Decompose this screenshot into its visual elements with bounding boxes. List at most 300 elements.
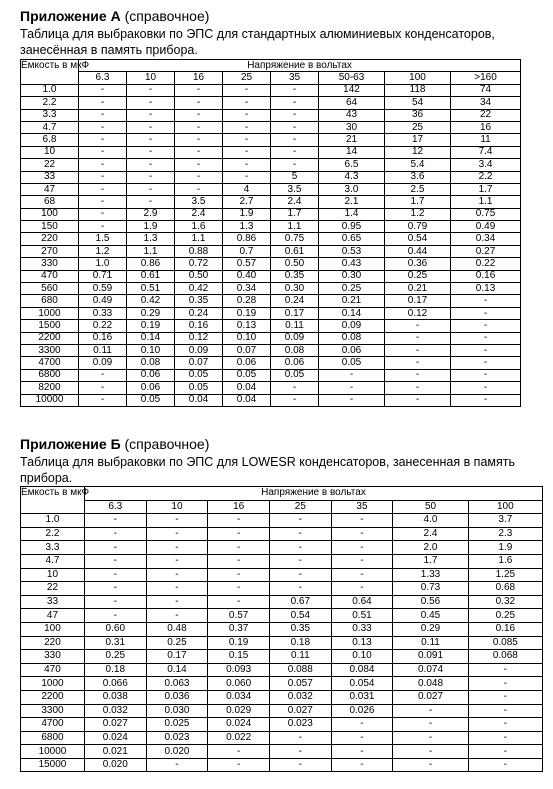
table-row [21, 690, 543, 704]
esr-value-cell: 25 [385, 121, 451, 133]
esr-value-cell: - [331, 745, 393, 759]
esr-value-cell: - [79, 196, 127, 208]
esr-value-cell: - [175, 109, 223, 121]
esr-value-cell: - [271, 97, 319, 109]
appendix-a-title: Приложение А [20, 8, 121, 24]
esr-value-cell: 30 [319, 121, 385, 133]
esr-value-cell: - [331, 554, 393, 568]
esr-value-cell: 1.7 [385, 196, 451, 208]
table-row [21, 514, 543, 528]
esr-value-cell: 0.05 [175, 369, 223, 381]
esr-value-cell: - [393, 718, 468, 732]
esr-value-cell: - [127, 171, 175, 183]
esr-value-cell: 0.11 [269, 650, 331, 664]
esr-value-cell: 0.17 [146, 650, 208, 664]
esr-value-cell: 11 [451, 134, 521, 146]
esr-value-cell: 0.091 [393, 650, 468, 664]
esr-value-cell: 0.023 [269, 718, 331, 732]
esr-value-cell: 0.51 [127, 283, 175, 295]
esr-value-cell: 1.6 [468, 554, 542, 568]
capacity-cell: 3300 [21, 704, 85, 718]
voltage-column-header: >160 [451, 72, 521, 84]
capacity-cell: 10000 [21, 394, 79, 406]
esr-value-cell: 0.24 [271, 295, 319, 307]
esr-value-cell: 0.05 [271, 369, 319, 381]
esr-value-cell: 0.27 [451, 245, 521, 257]
esr-value-cell: 1.6 [175, 221, 223, 233]
esr-value-cell: - [269, 554, 331, 568]
appendix-b-description: Таблица для выбраковки по ЭПС для LOWESR конденсаторов, занесенная в память прибора. [20, 455, 516, 485]
esr-value-cell: - [84, 609, 146, 623]
appendix-a-subtitle: (справочное) [124, 8, 210, 24]
esr-value-cell: 3.6 [385, 171, 451, 183]
esr-value-cell: 0.61 [127, 270, 175, 282]
esr-value-cell: 0.13 [451, 283, 521, 295]
esr-value-cell: 1.33 [393, 568, 468, 582]
esr-value-cell: 0.12 [385, 307, 451, 319]
table-row [21, 233, 521, 245]
esr-value-cell: 2.3 [468, 527, 542, 541]
esr-value-cell: - [175, 183, 223, 195]
esr-value-cell: 1.7 [393, 554, 468, 568]
capacity-cell: 4700 [21, 718, 85, 732]
esr-value-cell: 0.08 [127, 357, 175, 369]
capacity-cell: 470 [21, 270, 79, 282]
esr-value-cell: 0.027 [393, 690, 468, 704]
table-row [21, 245, 521, 257]
capacity-cell: 6800 [21, 369, 79, 381]
esr-value-cell: - [269, 514, 331, 528]
esr-value-cell: 1.9 [468, 541, 542, 555]
esr-value-cell: - [146, 609, 208, 623]
esr-value-cell: - [271, 146, 319, 158]
esr-value-cell: 36 [385, 109, 451, 121]
esr-value-cell: 0.07 [223, 344, 271, 356]
esr-value-cell: 0.029 [208, 704, 270, 718]
voltage-header: Напряжение в вольтах [84, 487, 542, 501]
esr-value-cell: 0.50 [175, 270, 223, 282]
esr-value-cell: 0.54 [385, 233, 451, 245]
esr-value-cell: - [468, 758, 542, 772]
esr-value-cell: - [223, 146, 271, 158]
esr-value-cell: 16 [451, 121, 521, 133]
capacity-cell: 6.8 [21, 134, 79, 146]
table-row [21, 221, 521, 233]
esr-value-cell: 0.13 [331, 636, 393, 650]
esr-value-cell: - [175, 134, 223, 146]
esr-value-cell: - [146, 568, 208, 582]
capacity-cell: 330 [21, 258, 79, 270]
esr-value-cell: 0.53 [319, 245, 385, 257]
esr-value-cell: - [79, 109, 127, 121]
esr-value-cell: 1.3 [127, 233, 175, 245]
esr-value-cell: 0.06 [127, 382, 175, 394]
esr-value-cell: 0.054 [331, 677, 393, 691]
esr-value-cell: 0.024 [84, 731, 146, 745]
table-row [21, 97, 521, 109]
table-row [21, 609, 543, 623]
table-row [21, 369, 521, 381]
esr-value-cell: 0.04 [175, 394, 223, 406]
esr-value-cell: 0.14 [127, 332, 175, 344]
esr-value-cell: - [84, 568, 146, 582]
table-row [21, 357, 521, 369]
esr-value-cell: 0.31 [84, 636, 146, 650]
esr-value-cell: - [208, 758, 270, 772]
esr-value-cell: - [146, 541, 208, 555]
capacity-cell: 6800 [21, 731, 85, 745]
esr-value-cell: 0.068 [468, 650, 542, 664]
esr-value-cell: - [271, 121, 319, 133]
esr-value-cell: - [223, 159, 271, 171]
esr-value-cell: 0.04 [223, 394, 271, 406]
table-row [21, 171, 521, 183]
esr-value-cell: 3.5 [271, 183, 319, 195]
esr-value-cell: 2.4 [393, 527, 468, 541]
esr-value-cell: 0.063 [146, 677, 208, 691]
esr-value-cell: 54 [385, 97, 451, 109]
esr-value-cell: 1.1 [127, 245, 175, 257]
esr-value-cell: 0.25 [319, 283, 385, 295]
esr-value-cell: - [331, 731, 393, 745]
esr-value-cell: - [208, 582, 270, 596]
esr-value-cell: - [79, 84, 127, 96]
esr-value-cell: - [451, 394, 521, 406]
table-row [21, 554, 543, 568]
esr-value-cell: 0.04 [223, 382, 271, 394]
esr-value-cell: 0.42 [175, 283, 223, 295]
esr-value-cell: 0.34 [223, 283, 271, 295]
esr-value-cell: 0.49 [451, 221, 521, 233]
esr-value-cell: 1.0 [79, 258, 127, 270]
esr-value-cell: 21 [319, 134, 385, 146]
esr-value-cell: 6.5 [319, 159, 385, 171]
esr-value-cell: 1.1 [175, 233, 223, 245]
appendix-b-heading [20, 436, 540, 453]
esr-value-cell: 0.060 [208, 677, 270, 691]
esr-value-cell: - [468, 690, 542, 704]
capacity-cell: 220 [21, 233, 79, 245]
table-row [21, 159, 521, 171]
esr-value-cell: 0.026 [331, 704, 393, 718]
esr-value-cell: 0.64 [331, 595, 393, 609]
esr-value-cell: 0.088 [269, 663, 331, 677]
esr-value-cell: - [269, 745, 331, 759]
esr-value-cell: - [146, 582, 208, 596]
esr-value-cell: - [451, 382, 521, 394]
esr-value-cell: 0.06 [319, 344, 385, 356]
table-row [21, 758, 543, 772]
esr-value-cell: 0.24 [175, 307, 223, 319]
esr-value-cell: - [146, 527, 208, 541]
esr-value-cell: - [331, 568, 393, 582]
esr-value-cell: - [451, 320, 521, 332]
table-row [21, 636, 543, 650]
esr-value-cell: 0.45 [393, 609, 468, 623]
capacity-header: Ёмкость в мкФ [21, 487, 85, 514]
esr-value-cell: - [175, 121, 223, 133]
esr-value-cell: - [175, 171, 223, 183]
capacity-cell: 3.3 [21, 109, 79, 121]
esr-value-cell: 22 [451, 109, 521, 121]
table-row [21, 663, 543, 677]
esr-value-cell: - [451, 332, 521, 344]
table-row [21, 382, 521, 394]
esr-value-cell: - [79, 134, 127, 146]
table-row [21, 109, 521, 121]
esr-value-cell: - [331, 758, 393, 772]
esr-value-cell: 0.29 [393, 622, 468, 636]
esr-value-cell: 0.28 [223, 295, 271, 307]
esr-value-cell: - [208, 745, 270, 759]
capacity-cell: 270 [21, 245, 79, 257]
table-row [21, 121, 521, 133]
esr-value-cell: 0.074 [393, 663, 468, 677]
esr-value-cell: 0.14 [319, 307, 385, 319]
esr-value-cell: 0.29 [127, 307, 175, 319]
capacity-cell: 3.3 [21, 541, 85, 555]
esr-value-cell: - [127, 121, 175, 133]
esr-value-cell: - [393, 731, 468, 745]
esr-value-cell: 0.51 [331, 609, 393, 623]
table-row [21, 196, 521, 208]
esr-value-cell: - [451, 357, 521, 369]
esr-value-cell: 0.25 [468, 609, 542, 623]
esr-value-cell: - [269, 758, 331, 772]
capacity-cell: 68 [21, 196, 79, 208]
esr-value-cell: 0.30 [271, 283, 319, 295]
esr-value-cell: 0.54 [269, 609, 331, 623]
capacity-cell: 47 [21, 183, 79, 195]
esr-value-cell: 0.40 [223, 270, 271, 282]
capacity-cell: 10 [21, 146, 79, 158]
esr-table-lowesr [20, 486, 543, 772]
esr-value-cell: 0.68 [468, 582, 542, 596]
capacity-cell: 15000 [21, 758, 85, 772]
table-row [21, 183, 521, 195]
esr-value-cell: - [271, 394, 319, 406]
esr-value-cell: - [451, 369, 521, 381]
esr-value-cell: - [79, 97, 127, 109]
table-row [21, 650, 543, 664]
esr-table-standard [20, 59, 521, 407]
esr-value-cell: - [79, 159, 127, 171]
esr-value-cell: 0.7 [223, 245, 271, 257]
esr-value-cell: 0.09 [271, 332, 319, 344]
esr-value-cell: - [468, 731, 542, 745]
esr-value-cell: 2.1 [319, 196, 385, 208]
esr-value-cell: 0.35 [175, 295, 223, 307]
esr-value-cell: 4.3 [319, 171, 385, 183]
esr-value-cell: 0.25 [84, 650, 146, 664]
esr-value-cell: - [393, 745, 468, 759]
table-header-row [21, 60, 521, 72]
esr-value-cell: - [331, 718, 393, 732]
capacity-cell: 4.7 [21, 554, 85, 568]
esr-value-cell: - [451, 344, 521, 356]
esr-value-cell: 1.2 [79, 245, 127, 257]
esr-value-cell: 4.0 [393, 514, 468, 528]
esr-value-cell: 0.08 [271, 344, 319, 356]
esr-value-cell: - [269, 731, 331, 745]
esr-value-cell: - [79, 146, 127, 158]
esr-value-cell: - [271, 382, 319, 394]
esr-value-cell: 0.021 [84, 745, 146, 759]
esr-value-cell: - [271, 134, 319, 146]
table-row [21, 270, 521, 282]
esr-value-cell: 1.7 [451, 183, 521, 195]
esr-value-cell: 17 [385, 134, 451, 146]
esr-value-cell: 0.17 [385, 295, 451, 307]
esr-value-cell: 0.025 [146, 718, 208, 732]
esr-value-cell: - [84, 595, 146, 609]
esr-value-cell: - [271, 159, 319, 171]
esr-value-cell: - [468, 663, 542, 677]
esr-value-cell: 0.22 [79, 320, 127, 332]
esr-value-cell: 0.048 [393, 677, 468, 691]
table-row [21, 394, 521, 406]
esr-value-cell: 0.084 [331, 663, 393, 677]
appendix-a-section [20, 8, 540, 406]
esr-value-cell: - [84, 554, 146, 568]
esr-value-cell: - [468, 677, 542, 691]
esr-value-cell: 0.027 [84, 718, 146, 732]
esr-value-cell: - [127, 97, 175, 109]
esr-value-cell: - [79, 221, 127, 233]
esr-value-cell: - [208, 554, 270, 568]
capacity-cell: 33 [21, 171, 79, 183]
esr-value-cell: - [79, 369, 127, 381]
esr-value-cell: 0.50 [271, 258, 319, 270]
table-row [21, 320, 521, 332]
esr-value-cell: 0.11 [79, 344, 127, 356]
esr-value-cell: 0.085 [468, 636, 542, 650]
capacity-cell: 2200 [21, 690, 85, 704]
esr-value-cell: - [269, 568, 331, 582]
esr-value-cell: 0.67 [269, 595, 331, 609]
esr-value-cell: 0.031 [331, 690, 393, 704]
table-row [21, 84, 521, 96]
capacity-header: Ёмкость в мкФ [21, 60, 79, 85]
esr-value-cell: 3.7 [468, 514, 542, 528]
esr-value-cell: - [331, 582, 393, 596]
esr-value-cell: - [223, 84, 271, 96]
esr-value-cell: - [208, 527, 270, 541]
esr-value-cell: - [127, 146, 175, 158]
esr-value-cell: - [271, 84, 319, 96]
table-row [21, 622, 543, 636]
esr-value-cell: 0.07 [175, 357, 223, 369]
esr-value-cell: 0.032 [269, 690, 331, 704]
esr-value-cell: - [175, 146, 223, 158]
capacity-cell: 1000 [21, 677, 85, 691]
esr-value-cell: 0.65 [319, 233, 385, 245]
voltage-values-row [21, 72, 521, 84]
esr-value-cell: 34 [451, 97, 521, 109]
esr-value-cell: 5 [271, 171, 319, 183]
esr-value-cell: - [79, 171, 127, 183]
esr-value-cell: - [79, 394, 127, 406]
esr-value-cell: - [127, 109, 175, 121]
esr-value-cell: 0.05 [175, 382, 223, 394]
voltage-column-header: 100 [385, 72, 451, 84]
esr-value-cell: - [385, 382, 451, 394]
esr-value-cell: 2.9 [127, 208, 175, 220]
esr-value-cell: - [146, 514, 208, 528]
esr-value-cell: - [331, 514, 393, 528]
esr-value-cell: 142 [319, 84, 385, 96]
table-row [21, 568, 543, 582]
esr-value-cell: 0.06 [127, 369, 175, 381]
table-row [21, 595, 543, 609]
esr-value-cell: - [385, 357, 451, 369]
esr-value-cell: 0.11 [393, 636, 468, 650]
voltage-column-header: 50-63 [319, 72, 385, 84]
esr-value-cell: 0.79 [385, 221, 451, 233]
esr-value-cell: - [223, 171, 271, 183]
esr-value-cell: 0.06 [223, 357, 271, 369]
esr-value-cell: - [319, 394, 385, 406]
esr-value-cell: 1.7 [271, 208, 319, 220]
esr-value-cell: - [468, 704, 542, 718]
voltage-column-header: 6.3 [84, 500, 146, 514]
esr-value-cell: - [223, 134, 271, 146]
table-row [21, 283, 521, 295]
esr-value-cell: 0.25 [385, 270, 451, 282]
esr-value-cell: - [223, 109, 271, 121]
voltage-column-header: 35 [271, 72, 319, 84]
esr-value-cell: 3.0 [319, 183, 385, 195]
esr-value-cell: 0.09 [175, 344, 223, 356]
esr-value-cell: 0.030 [146, 704, 208, 718]
esr-value-cell: 0.22 [451, 258, 521, 270]
table-row [21, 295, 521, 307]
capacity-cell: 100 [21, 208, 79, 220]
esr-value-cell: - [84, 514, 146, 528]
esr-value-cell: 0.36 [385, 258, 451, 270]
esr-value-cell: 0.37 [208, 622, 270, 636]
capacity-cell: 1000 [21, 307, 79, 319]
esr-value-cell: 0.022 [208, 731, 270, 745]
esr-value-cell: 1.1 [271, 221, 319, 233]
voltage-column-header: 10 [127, 72, 175, 84]
esr-value-cell: - [84, 527, 146, 541]
table-row [21, 258, 521, 270]
voltage-column-header: 10 [146, 500, 208, 514]
esr-value-cell: - [79, 121, 127, 133]
capacity-cell: 10000 [21, 745, 85, 759]
esr-value-cell: 14 [319, 146, 385, 158]
esr-value-cell: 0.024 [208, 718, 270, 732]
table-row [21, 332, 521, 344]
esr-value-cell: 1.1 [451, 196, 521, 208]
voltage-column-header: 100 [468, 500, 542, 514]
capacity-cell: 10 [21, 568, 85, 582]
esr-value-cell: 0.95 [319, 221, 385, 233]
esr-value-cell: 0.72 [175, 258, 223, 270]
esr-value-cell: 0.14 [146, 663, 208, 677]
esr-value-cell: - [127, 159, 175, 171]
esr-value-cell: 0.59 [79, 283, 127, 295]
esr-value-cell: - [468, 718, 542, 732]
esr-value-cell: - [84, 582, 146, 596]
esr-value-cell: 0.17 [271, 307, 319, 319]
esr-value-cell: - [269, 527, 331, 541]
esr-value-cell: 0.16 [79, 332, 127, 344]
esr-value-cell: 12 [385, 146, 451, 158]
appendix-a-heading [20, 8, 540, 25]
esr-value-cell: - [393, 758, 468, 772]
